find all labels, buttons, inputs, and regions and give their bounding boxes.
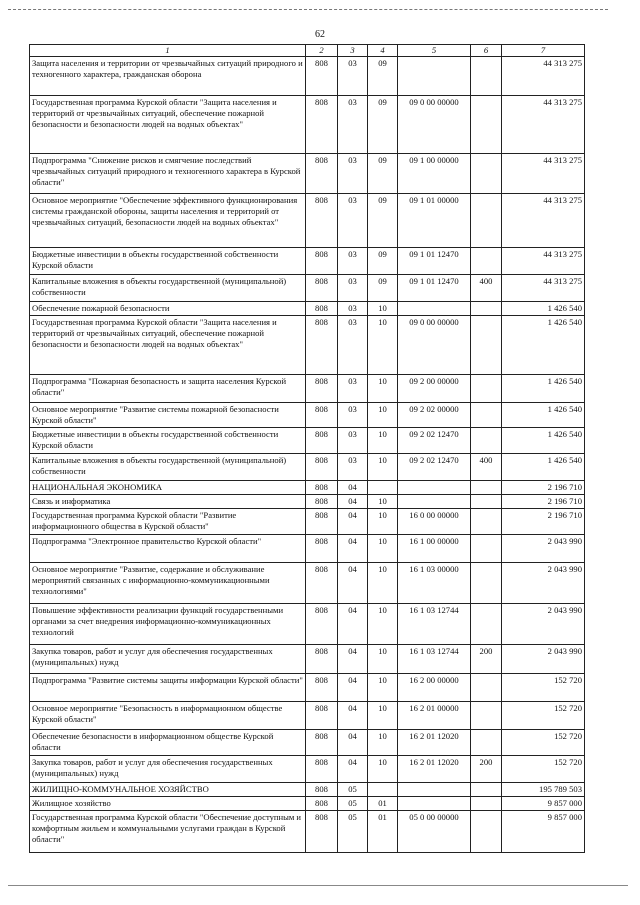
table-row	[30, 454, 585, 481]
row-subsection-cell: 01	[368, 797, 398, 811]
table-row	[30, 403, 585, 428]
row-amount-cell: 2 196 710	[502, 481, 585, 495]
row-target-article-cell: 05 0 00 00000	[398, 811, 471, 853]
row-admin-code-cell: 808	[306, 783, 338, 797]
row-admin-code-cell: 808	[306, 509, 338, 535]
row-admin-code-cell: 808	[306, 316, 338, 375]
row-target-article-cell: 16 1 03 12744	[398, 645, 471, 674]
table-row	[30, 563, 585, 604]
row-expense-type-cell	[471, 57, 502, 96]
row-name-cell: Бюджетные инвестиции в объекты государственной собственности Курской области	[30, 248, 306, 275]
row-amount-cell: 44 313 275	[502, 96, 585, 154]
row-subsection-cell: 10	[368, 535, 398, 563]
row-name-cell: Подпрограмма "Электронное правительство Курской области"	[30, 535, 306, 563]
row-amount-cell: 152 720	[502, 674, 585, 702]
row-expense-type-cell	[471, 563, 502, 604]
row-expense-type-cell	[471, 96, 502, 154]
row-subsection-cell: 09	[368, 194, 398, 248]
row-amount-cell: 44 313 275	[502, 248, 585, 275]
column-header: 5	[398, 45, 471, 57]
row-admin-code-cell: 808	[306, 248, 338, 275]
row-name-cell: Жилищное хозяйство	[30, 797, 306, 811]
row-amount-cell: 2 196 710	[502, 495, 585, 509]
top-scan-rule	[8, 9, 608, 10]
row-subsection-cell: 10	[368, 674, 398, 702]
column-header: 3	[338, 45, 368, 57]
table-row	[30, 302, 585, 316]
row-section-cell: 03	[338, 57, 368, 96]
row-target-article-cell: 09 2 02 12470	[398, 428, 471, 454]
row-section-cell: 05	[338, 797, 368, 811]
row-expense-type-cell	[471, 797, 502, 811]
row-amount-cell: 1 426 540	[502, 375, 585, 403]
row-expense-type-cell	[471, 194, 502, 248]
row-subsection-cell: 09	[368, 57, 398, 96]
row-admin-code-cell: 808	[306, 645, 338, 674]
row-amount-cell: 44 313 275	[502, 57, 585, 96]
row-subsection-cell: 10	[368, 645, 398, 674]
column-header: 2	[306, 45, 338, 57]
budget-table	[29, 44, 585, 853]
row-name-cell: НАЦИОНАЛЬНАЯ ЭКОНОМИКА	[30, 481, 306, 495]
row-amount-cell: 2 043 990	[502, 563, 585, 604]
row-section-cell: 03	[338, 454, 368, 481]
row-subsection-cell: 10	[368, 495, 398, 509]
row-section-cell: 04	[338, 702, 368, 730]
row-section-cell: 04	[338, 481, 368, 495]
row-subsection-cell: 10	[368, 702, 398, 730]
row-amount-cell: 44 313 275	[502, 275, 585, 302]
row-amount-cell: 1 426 540	[502, 403, 585, 428]
table-row	[30, 783, 585, 797]
table-row	[30, 248, 585, 275]
row-section-cell: 03	[338, 275, 368, 302]
row-target-article-cell: 16 0 00 00000	[398, 509, 471, 535]
row-target-article-cell: 09 2 02 00000	[398, 403, 471, 428]
row-amount-cell: 44 313 275	[502, 194, 585, 248]
row-admin-code-cell: 808	[306, 535, 338, 563]
row-subsection-cell: 10	[368, 454, 398, 481]
column-header: 1	[30, 45, 306, 57]
row-name-cell: Основное мероприятие "Развитие системы пожарной безопасности Курской области"	[30, 403, 306, 428]
row-admin-code-cell: 808	[306, 275, 338, 302]
row-name-cell: Подпрограмма "Развитие системы защиты информации Курской области"	[30, 674, 306, 702]
row-subsection-cell: 10	[368, 509, 398, 535]
row-section-cell: 04	[338, 495, 368, 509]
table-row	[30, 645, 585, 674]
row-section-cell: 03	[338, 375, 368, 403]
row-amount-cell: 2 043 990	[502, 645, 585, 674]
row-admin-code-cell: 808	[306, 674, 338, 702]
table-row	[30, 495, 585, 509]
bottom-scan-rule	[8, 885, 628, 886]
row-section-cell: 03	[338, 302, 368, 316]
table-row	[30, 316, 585, 375]
row-subsection-cell: 09	[368, 154, 398, 194]
table-body	[30, 57, 585, 853]
row-section-cell: 04	[338, 509, 368, 535]
row-name-cell: Закупка товаров, работ и услуг для обеспечения государственных (муниципальных) нужд	[30, 645, 306, 674]
table-row	[30, 154, 585, 194]
column-header: 7	[502, 45, 585, 57]
row-name-cell: Связь и информатика	[30, 495, 306, 509]
row-section-cell: 04	[338, 756, 368, 783]
row-name-cell: Государственная программа Курской области "Обеспечение доступным и комфортным жильем и коммунальными услугами граждан в Курской области"	[30, 811, 306, 853]
table-row	[30, 811, 585, 853]
row-section-cell: 03	[338, 194, 368, 248]
row-target-article-cell	[398, 302, 471, 316]
row-section-cell: 03	[338, 428, 368, 454]
row-name-cell: Подпрограмма "Снижение рисков и смягчение последствий чрезвычайных ситуаций природного и техногенного характера в Курской области"	[30, 154, 306, 194]
row-amount-cell: 1 426 540	[502, 428, 585, 454]
table-row	[30, 702, 585, 730]
row-amount-cell: 152 720	[502, 730, 585, 756]
row-expense-type-cell	[471, 674, 502, 702]
row-section-cell: 04	[338, 730, 368, 756]
row-subsection-cell: 09	[368, 275, 398, 302]
row-admin-code-cell: 808	[306, 481, 338, 495]
row-name-cell: Обеспечение пожарной безопасности	[30, 302, 306, 316]
row-section-cell: 03	[338, 154, 368, 194]
table-row	[30, 604, 585, 645]
row-expense-type-cell	[471, 481, 502, 495]
page-number: 62	[315, 29, 325, 40]
row-subsection-cell	[368, 783, 398, 797]
row-amount-cell: 1 426 540	[502, 302, 585, 316]
row-amount-cell: 2 196 710	[502, 509, 585, 535]
row-amount-cell: 9 857 000	[502, 797, 585, 811]
row-section-cell: 03	[338, 403, 368, 428]
row-admin-code-cell: 808	[306, 428, 338, 454]
row-section-cell: 04	[338, 645, 368, 674]
row-expense-type-cell	[471, 403, 502, 428]
row-admin-code-cell: 808	[306, 194, 338, 248]
table-row	[30, 674, 585, 702]
row-name-cell: Государственная программа Курской области "Защита населения и территорий от чрезвычайных ситуаций, обеспечение пожарной безопасности и безопасности людей на водных объектах"	[30, 96, 306, 154]
row-admin-code-cell: 808	[306, 797, 338, 811]
row-admin-code-cell: 808	[306, 96, 338, 154]
row-target-article-cell: 16 2 01 12020	[398, 756, 471, 783]
row-expense-type-cell	[471, 302, 502, 316]
row-amount-cell: 152 720	[502, 702, 585, 730]
row-subsection-cell: 10	[368, 604, 398, 645]
table-row	[30, 275, 585, 302]
row-subsection-cell: 09	[368, 96, 398, 154]
row-subsection-cell: 10	[368, 428, 398, 454]
table-row	[30, 730, 585, 756]
row-expense-type-cell	[471, 375, 502, 403]
row-subsection-cell: 10	[368, 316, 398, 375]
row-expense-type-cell: 200	[471, 756, 502, 783]
row-subsection-cell: 10	[368, 730, 398, 756]
row-admin-code-cell: 808	[306, 403, 338, 428]
row-amount-cell: 1 426 540	[502, 316, 585, 375]
table-row	[30, 96, 585, 154]
row-name-cell: Капитальные вложения в объекты государственной (муниципальной) собственности	[30, 454, 306, 481]
row-section-cell: 05	[338, 783, 368, 797]
row-target-article-cell: 09 2 00 00000	[398, 375, 471, 403]
row-section-cell: 05	[338, 811, 368, 853]
row-admin-code-cell: 808	[306, 375, 338, 403]
row-target-article-cell	[398, 797, 471, 811]
row-subsection-cell: 10	[368, 563, 398, 604]
row-target-article-cell: 16 1 00 00000	[398, 535, 471, 563]
row-name-cell: ЖИЛИЩНО-КОММУНАЛЬНОЕ ХОЗЯЙСТВО	[30, 783, 306, 797]
row-expense-type-cell	[471, 316, 502, 375]
row-admin-code-cell: 808	[306, 154, 338, 194]
row-target-article-cell: 09 1 01 12470	[398, 248, 471, 275]
row-target-article-cell: 09 1 01 00000	[398, 194, 471, 248]
row-subsection-cell	[368, 481, 398, 495]
row-target-article-cell	[398, 783, 471, 797]
table-row	[30, 57, 585, 96]
table-row	[30, 194, 585, 248]
row-name-cell: Закупка товаров, работ и услуг для обеспечения государственных (муниципальных) нужд	[30, 756, 306, 783]
row-target-article-cell: 09 2 02 12470	[398, 454, 471, 481]
row-section-cell: 03	[338, 96, 368, 154]
row-name-cell: Основное мероприятие "Обеспечение эффективного функционирования системы гражданской обороны, защиты населения и территорий от чрезвычайных ситуаций, безопасности людей на водных объектах"	[30, 194, 306, 248]
row-expense-type-cell	[471, 509, 502, 535]
row-section-cell: 03	[338, 248, 368, 275]
row-name-cell: Капитальные вложения в объекты государственной (муниципальной) собственности	[30, 275, 306, 302]
row-admin-code-cell: 808	[306, 57, 338, 96]
row-target-article-cell	[398, 481, 471, 495]
row-target-article-cell: 16 2 01 00000	[398, 702, 471, 730]
row-amount-cell: 152 720	[502, 756, 585, 783]
row-section-cell: 04	[338, 535, 368, 563]
row-subsection-cell: 10	[368, 403, 398, 428]
row-expense-type-cell	[471, 154, 502, 194]
row-name-cell: Повышение эффективности реализации функций государственными органами за счет внедрения информационно-коммуникационных технологий	[30, 604, 306, 645]
row-name-cell: Бюджетные инвестиции в объекты государственной собственности Курской области	[30, 428, 306, 454]
row-subsection-cell: 10	[368, 756, 398, 783]
row-admin-code-cell: 808	[306, 702, 338, 730]
row-expense-type-cell	[471, 604, 502, 645]
table-row	[30, 797, 585, 811]
row-name-cell: Государственная программа Курской области "Развитие информационного общества в Курской области"	[30, 509, 306, 535]
row-admin-code-cell: 808	[306, 756, 338, 783]
row-admin-code-cell: 808	[306, 563, 338, 604]
row-expense-type-cell	[471, 248, 502, 275]
row-amount-cell: 2 043 990	[502, 604, 585, 645]
row-name-cell: Основное мероприятие "Развитие, содержание и обслуживание мероприятий связанных с информационно-коммуникационными технологиями"	[30, 563, 306, 604]
row-amount-cell: 9 857 000	[502, 811, 585, 853]
row-section-cell: 03	[338, 316, 368, 375]
row-admin-code-cell: 808	[306, 454, 338, 481]
row-subsection-cell: 09	[368, 248, 398, 275]
row-target-article-cell: 09 0 00 00000	[398, 96, 471, 154]
row-name-cell: Государственная программа Курской области "Защита населения и территорий от чрезвычайных ситуаций, обеспечение пожарной безопасности и безопасности людей на водных объектах"	[30, 316, 306, 375]
row-name-cell: Обеспечение безопасности в информационном обществе Курской области	[30, 730, 306, 756]
row-target-article-cell: 16 1 03 12744	[398, 604, 471, 645]
row-target-article-cell: 16 2 00 00000	[398, 674, 471, 702]
row-amount-cell: 1 426 540	[502, 454, 585, 481]
row-subsection-cell: 10	[368, 302, 398, 316]
row-admin-code-cell: 808	[306, 302, 338, 316]
row-target-article-cell: 16 1 03 00000	[398, 563, 471, 604]
row-expense-type-cell	[471, 535, 502, 563]
table-row	[30, 481, 585, 495]
row-target-article-cell: 09 1 01 12470	[398, 275, 471, 302]
row-target-article-cell: 16 2 01 12020	[398, 730, 471, 756]
row-target-article-cell	[398, 495, 471, 509]
table-row	[30, 509, 585, 535]
row-expense-type-cell	[471, 730, 502, 756]
row-target-article-cell: 09 1 00 00000	[398, 154, 471, 194]
row-target-article-cell: 09 0 00 00000	[398, 316, 471, 375]
column-header: 4	[368, 45, 398, 57]
row-name-cell: Основное мероприятие "Безопасность в информационном обществе Курской области"	[30, 702, 306, 730]
table-row	[30, 535, 585, 563]
row-name-cell: Подпрограмма "Пожарная безопасность и защита населения Курской области"	[30, 375, 306, 403]
table-row	[30, 428, 585, 454]
row-subsection-cell: 01	[368, 811, 398, 853]
row-expense-type-cell	[471, 783, 502, 797]
row-expense-type-cell: 400	[471, 454, 502, 481]
row-subsection-cell: 10	[368, 375, 398, 403]
row-expense-type-cell	[471, 428, 502, 454]
row-section-cell: 04	[338, 604, 368, 645]
row-amount-cell: 195 789 503	[502, 783, 585, 797]
row-admin-code-cell: 808	[306, 811, 338, 853]
row-amount-cell: 44 313 275	[502, 154, 585, 194]
row-name-cell: Защита населения и территории от чрезвычайных ситуаций природного и техногенного характера, гражданская оборона	[30, 57, 306, 96]
row-admin-code-cell: 808	[306, 730, 338, 756]
table-row	[30, 756, 585, 783]
row-expense-type-cell	[471, 495, 502, 509]
row-admin-code-cell: 808	[306, 495, 338, 509]
row-expense-type-cell: 400	[471, 275, 502, 302]
row-amount-cell: 2 043 990	[502, 535, 585, 563]
row-expense-type-cell	[471, 702, 502, 730]
table-header-row	[30, 45, 585, 57]
row-target-article-cell	[398, 57, 471, 96]
row-section-cell: 04	[338, 674, 368, 702]
column-header: 6	[471, 45, 502, 57]
row-section-cell: 04	[338, 563, 368, 604]
row-expense-type-cell	[471, 811, 502, 853]
row-admin-code-cell: 808	[306, 604, 338, 645]
row-expense-type-cell: 200	[471, 645, 502, 674]
table-row	[30, 375, 585, 403]
